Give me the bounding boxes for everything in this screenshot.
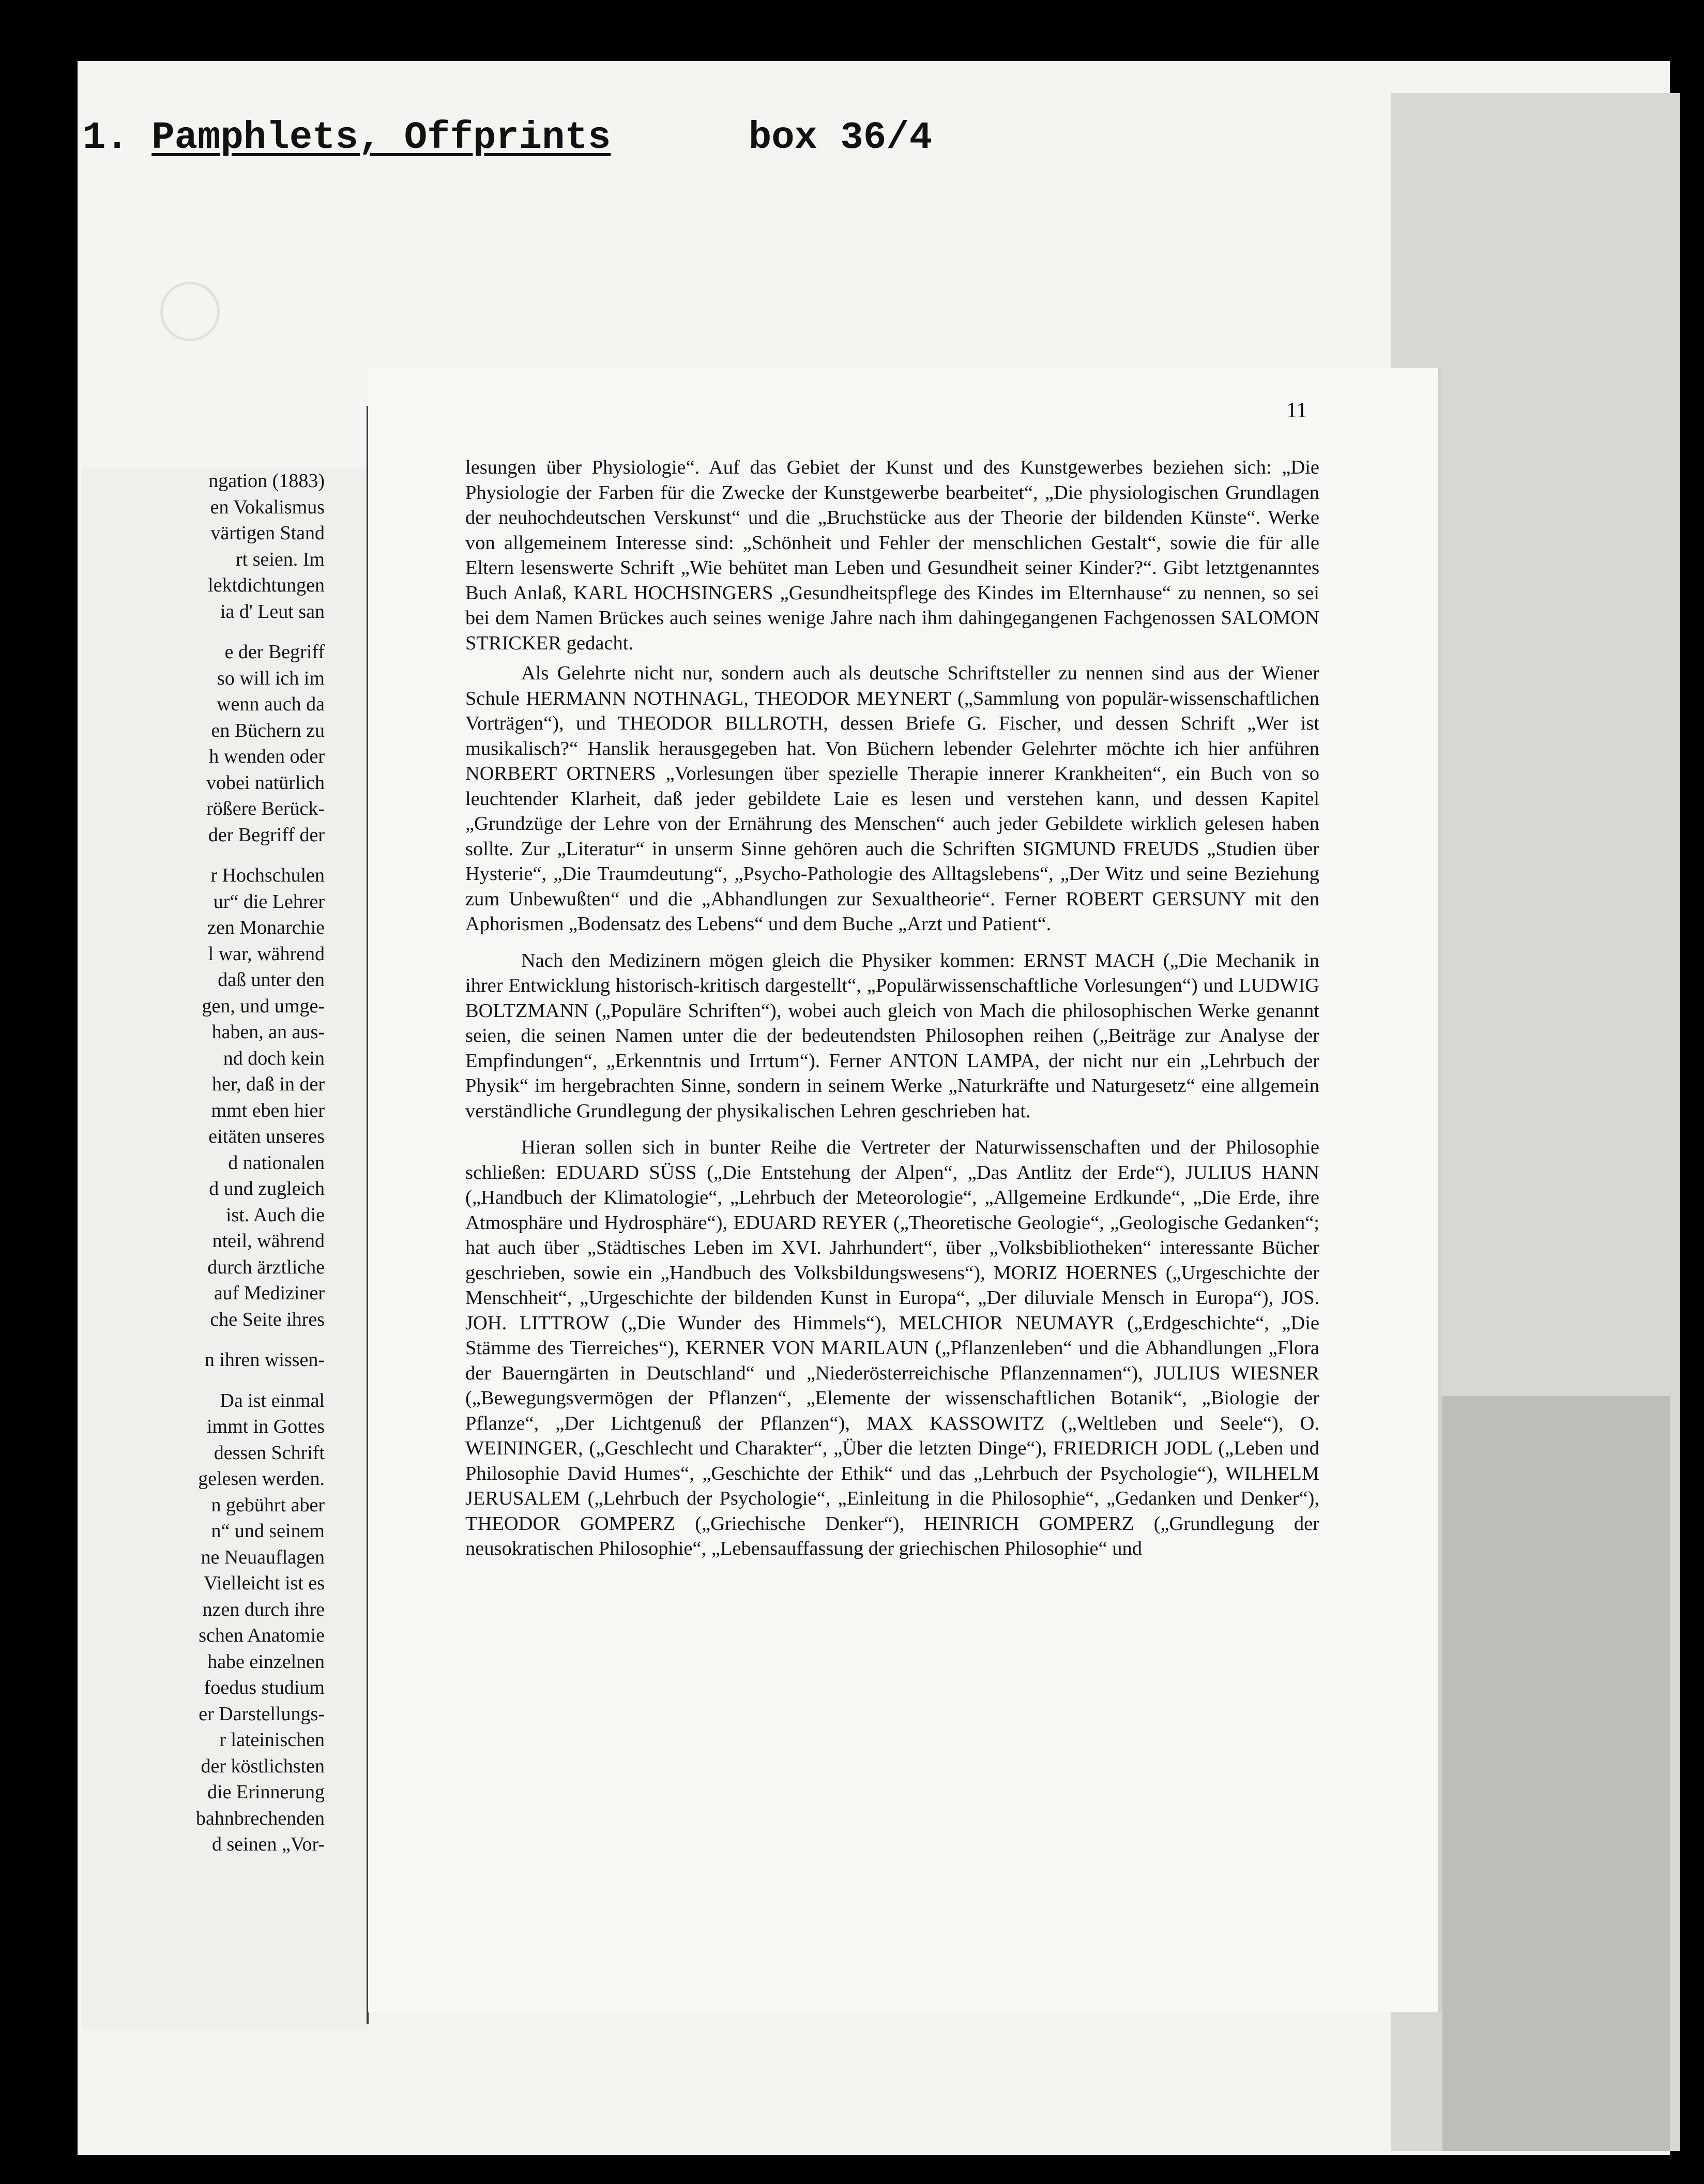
- left-page-text: [82, 468, 325, 1858]
- left-page-line: so will ich im: [217, 667, 325, 689]
- left-page-line: d seinen „Vor-: [211, 1833, 325, 1855]
- left-page-line: her, daß in der: [212, 1073, 325, 1095]
- left-page-line: auf Mediziner: [214, 1282, 325, 1304]
- left-page-line: vobei natürlich: [206, 771, 325, 794]
- left-page-line: wenn auch da: [217, 693, 325, 715]
- left-page-line: [82, 1373, 325, 1388]
- label-box: box 36/4: [748, 116, 933, 160]
- left-page-line: d und zugleich: [209, 1178, 325, 1200]
- left-page-line: [82, 625, 325, 639]
- left-page-line: ia d' Leut san: [220, 600, 325, 623]
- left-page-line: dessen Schrift: [214, 1442, 325, 1464]
- left-page-line: mmt eben hier: [211, 1099, 325, 1121]
- left-page-line: daß unter den: [218, 969, 325, 991]
- page-number: 11: [1286, 399, 1307, 422]
- left-page-line: ur“ die Lehrer: [213, 890, 325, 913]
- left-page-line: Vielleicht ist es: [203, 1572, 325, 1594]
- left-page-line: foedus studium: [204, 1677, 325, 1698]
- left-page-fragment: [82, 468, 369, 2029]
- left-page-line: ngation (1883): [208, 470, 325, 492]
- left-page-line: nd doch kein: [223, 1047, 325, 1069]
- left-page-line: h wenden oder: [209, 746, 325, 767]
- sheet-shadow-region-lower: [1442, 1396, 1670, 2151]
- left-page-line: e der Begriff: [224, 641, 325, 663]
- left-page-line: immt in Gottes: [207, 1416, 325, 1437]
- left-page-line: durch ärztliche: [207, 1256, 325, 1278]
- paragraph: Als Gelehrte nicht nur, sondern auch als deutsche Schriftsteller zu nennen sind aus der Wiener Schule HERMANN NOTHNAGL, THEODOR MEYNERT („Sammlung von populär-wissenschaftlichen Vorträgen“), und THEODOR BILLROTH, dessen Briefe G. Fischer, und dessen Schrift „Wer ist musikalisch?“ Hanslik herausgegeben hat. Von Büchern lebender Gelehrter möchte ich hier anführen NORBERT ORTNERS „Vorlesungen über spezielle Therapie innerer Krankheiten“, ein Buch von so leuchtender Klarheit, daß jeder gebildete Laie es lesen und verstehen kann, und dessen Kapitel „Grundzüge der Lehre von der Ernährung des Menschen“ auch jeder Gebildete wirklich gelesen haben sollte. Zur „Literatur“ in unserm Sinne gehören auch die Schriften SIGMUND FREUDS „Studien über Hysterie“, „Die Traumdeutung“, „Psycho-Pathologie des Alltagslebens“, „Der Witz und seine Beziehung zum Unbewußten“ und die „Abhandlungen zur Sexualtheorie“. Ferner ROBERT GERSUNY mit den Aphorismen „Bodensatz des Lebens“ und dem Buche „Arzt und Patient“.: [465, 662, 1319, 935]
- left-page-line: habe einzelnen: [207, 1650, 325, 1673]
- left-page-line: r lateinischen: [219, 1729, 325, 1751]
- left-page-line: en Vokalismus: [210, 496, 325, 518]
- archive-label: [83, 116, 932, 160]
- label-number: 1.: [83, 116, 129, 160]
- paragraph: Hieran sollen sich in bunter Reihe die Vertreter der Naturwissenschaften und der Philosophie schließen: EDUARD SÜSS („Die Entstehung der Alpen“, „Das Antlitz der Erde“), JULIUS HANN („Handbuch der Klimatologie“, „Lehrbuch der Meteorologie“, „Allgemeine Erdkunde“, „Die Erde, ihre Atmosphäre und Hydrosphäre“), EDUARD REYER („Theoretische Geologie“, „Geologische Gedanken“; hat auch über „Städtisches Leben im XVI. Jahrhundert“, über „Volksbibliotheken“ interessante Bücher geschrieben, sowie ein „Handbuch des Volksbildungswesens“), MORIZ HOERNES („Urgeschichte der Menschheit“, „Urgeschichte der bildenden Kunst in Europa“, „Der diluviale Mensch in Europa“), JOS. JOH. LITTROW („Die Wunder des Himmels“), MELCHIOR NEUMAYR („Erdgeschichte“, „Die Stämme des Tierreiches“), KERNER VON MARILAUN („Pflanzenleben“ und die Abhandlungen „Flora der Bauerngärten in Deutschland“ und „Niederösterreichische Pflanzennamen“), JULIUS WIESNER („Bewegungsvermögen der Pflanzen“, „Elemente der wissenschaftlichen Botanik“, „Biologie der Pflanze“, „Der Lichtgenuß der Pflanzen“), MAX KASSOWITZ („Weltleben und Seele“), O. WEININGER, („Geschlecht und Charakter“, „Über die letzten Dinge“), FRIEDRICH JODL („Leben und Philosophie David Humes“, „Geschichte der Ethik“ und das „Lehrbuch der Psychologie“), WILHELM JERUSALEM („Lehrbuch der Psychologie“, „Einleitung in die Philosophie“, „Gedanken und Denker“), THEODOR GOMPERZ („Griechische Denker“), HEINRICH GOMPERZ („Grundlegung der neusokratischen Philosophie“, „Lebensauffassung der griechischen Philosophie“ und: [465, 1136, 1319, 1559]
- left-page-line: l war, während: [208, 943, 325, 965]
- left-page-line: der köstlichsten: [201, 1755, 325, 1777]
- label-series: Pamphlets, Offprints: [151, 116, 611, 160]
- left-page-line: nteil, während: [212, 1230, 325, 1252]
- left-page-line: värtigen Stand: [210, 522, 325, 544]
- left-page-line: n ihren wissen-: [204, 1349, 325, 1371]
- left-page-line: rößere Berück-: [206, 798, 325, 820]
- left-page-line: n gebührt aber: [211, 1494, 325, 1516]
- left-page-line: rt seien. Im: [235, 548, 325, 570]
- left-page-line: eitäten unseres: [208, 1126, 325, 1147]
- paragraph: lesungen über Physiologie“. Auf das Gebiet der Kunst und des Kunstgewerbes beziehen sich: „Die Physiologie der Farben für die Zwecke der Kunstgewerbe bearbeitet“, „Die physiologischen Grundlagen der neuhochdeutschen Verskunst“ und die „Bruchstücke aus der Theorie der bildenden Künste“. Werke von allgemeinem Interesse sind: „Schönheit und Fehler der menschlichen Gestalt“, sowie die für alle Eltern lesenswerte Schrift „Wie behütet man Leben und Gesundheit seiner Kinder?“. Gibt letztgenanntes Buch Anlaß, KARL HOCHSINGERS „Gesundheitspflege des Kindes im Elternhause“ zu nennen, so sei bei dem Namen Brückes auch seines wenige Jahre nach ihm dahingegangenen Fachgenossen SALOMON STRICKER gedacht.: [465, 457, 1319, 654]
- left-page-line: lektdichtungen: [208, 574, 325, 596]
- left-page-line: zen Monarchie: [207, 917, 325, 938]
- left-page-line: bahnbrechenden: [196, 1807, 325, 1829]
- left-page-line: [82, 1332, 325, 1347]
- left-page-line: en Büchern zu: [211, 719, 325, 741]
- page-body: [465, 455, 1319, 1573]
- left-page-line: r Hochschulen: [210, 865, 325, 886]
- left-page-line: der Begriff der: [208, 824, 325, 846]
- left-page-line: d nationalen: [228, 1151, 325, 1174]
- left-page-line: n“ und seinem: [211, 1520, 325, 1542]
- left-page-line: nzen durch ihre: [202, 1598, 325, 1620]
- paragraph: Nach den Medizinern mögen gleich die Physiker kommen: ERNST MACH („Die Mechanik in ihrer Entwicklung historisch-kritisch dargestellt“, „Populärwissenschaftliche Vorlesungen“) und LUDWIG BOLTZMANN („Populäre Schriften“), wobei auch gleich von Mach die philosophischen Werke genannt seien, die seinen Namen unter die der bedeutendsten Philosophen reihen („Beiträge zur Analyse der Empfindungen“, „Erkenntnis und Irrtum“). Ferner ANTON LAMPA, der nicht nur ein „Lehrbuch der Physik“ im hergebrachten Sinne, sondern in seinem Werke „Naturkräfte und Naturgesetz“ eine allgemein verständliche Grundlegung der physikalischen Lehren geschrieben hat.: [465, 949, 1319, 1122]
- left-page-line: che Seite ihres: [210, 1308, 325, 1330]
- left-page-line: haben, an aus-: [211, 1021, 325, 1043]
- left-page-line: er Darstellungs-: [199, 1703, 325, 1725]
- left-page-line: ne Neuauflagen: [201, 1546, 325, 1568]
- left-page-line: Da ist einmal: [220, 1389, 325, 1412]
- left-page-line: gelesen werden.: [198, 1468, 325, 1490]
- left-page-line: [82, 848, 325, 862]
- left-page-line: ist. Auch die: [225, 1204, 325, 1226]
- left-page-line: die Erinnerung: [207, 1781, 325, 1803]
- left-page-line: gen, und umge-: [202, 995, 325, 1017]
- punch-hole: [160, 282, 220, 341]
- left-page-line: schen Anatomie: [199, 1625, 325, 1646]
